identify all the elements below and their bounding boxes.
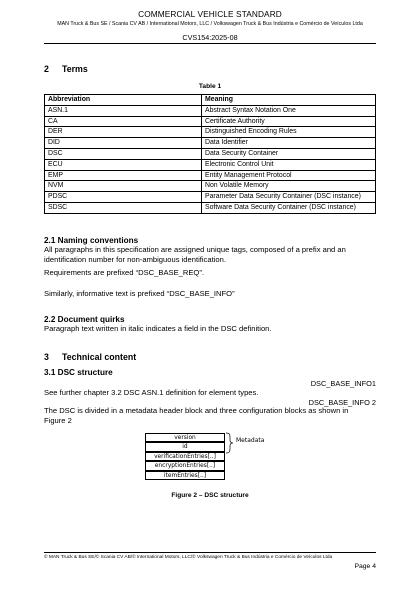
- abbreviation-cell: NVM: [45, 181, 202, 192]
- item-entries-box: itemEntries[..]: [145, 471, 225, 480]
- info-tag-2: DSC_BASE_INFO 2: [308, 398, 376, 407]
- informative-prefix-paragraph: Similarly, informative text is prefixed “DSC_BASE_INFO”: [44, 289, 235, 298]
- abbreviation-cell: ECU: [45, 159, 202, 170]
- dsc-division-paragraph: The DSC is divided in a metadata header block and three configuration blocks as shown in Figure 2: [44, 406, 349, 425]
- requirements-prefix-paragraph: Requirements are prefixed “DSC_BASE_REQ”.: [44, 268, 204, 277]
- abbreviation-cell: ASN.1: [45, 105, 202, 116]
- table-caption: Table 1: [198, 83, 222, 90]
- table-row: [45, 181, 376, 192]
- figure-caption: Figure 2 – DSC structure: [171, 492, 249, 499]
- table-row: [45, 127, 376, 138]
- header-rule: [44, 43, 376, 44]
- table-row: [45, 192, 376, 203]
- abbreviation-cell: CA: [45, 116, 202, 127]
- column-header: Meaning: [202, 95, 376, 106]
- table-header-row: [45, 95, 376, 106]
- verification-entries-box: verificationEntries[..]: [145, 452, 225, 461]
- document-id: CVS154:2025-08: [182, 33, 238, 42]
- metadata-label: Metadata: [236, 437, 265, 444]
- meaning-cell: Distinguished Encoding Rules: [202, 127, 376, 138]
- companies-line: MAN Truck & Bus SE / Scania CV AB / International Motors, LLC / Volkswagen Truck & Bus Indústria e Comércio de Veículos Ltda: [57, 21, 363, 27]
- asn-reference-paragraph: See further chapter 3.2 DSC ASN.1 definition for element types.: [44, 388, 259, 397]
- terms-table: [44, 94, 376, 214]
- table-row: [45, 105, 376, 116]
- section-3-heading: [44, 352, 136, 362]
- id-box: id: [145, 442, 225, 451]
- meaning-cell: Parameter Data Security Container (DSC instance): [202, 192, 376, 203]
- column-header: Abbreviation: [45, 95, 202, 106]
- encryption-entries-box: encryptionEntries[..]: [145, 461, 225, 470]
- standard-title: COMMERCIAL VEHICLE STANDARD: [138, 9, 282, 19]
- meaning-cell: Entity Management Protocol: [202, 170, 376, 181]
- section-2-heading: [44, 64, 88, 74]
- table-row: [45, 202, 376, 213]
- footer-rule: [44, 552, 376, 553]
- table-row: [45, 159, 376, 170]
- section-number: 3: [44, 352, 49, 362]
- meaning-cell: Data Security Container: [202, 148, 376, 159]
- document-quirks-paragraph: Paragraph text written in italic indicates a field in the DSC definition.: [44, 324, 272, 333]
- abbreviation-cell: EMP: [45, 170, 202, 181]
- table-row: [45, 148, 376, 159]
- info-tag-1: DSC_BASE_INFO1: [310, 379, 376, 388]
- table-row: [45, 170, 376, 181]
- meaning-cell: Abstract Syntax Notation One: [202, 105, 376, 116]
- abbreviation-cell: SDSC: [45, 202, 202, 213]
- version-box: version: [145, 433, 225, 442]
- section-title: Terms: [62, 64, 88, 74]
- meaning-cell: Software Data Security Container (DSC instance): [202, 202, 376, 213]
- meaning-cell: Certificate Authority: [202, 116, 376, 127]
- table-row: [45, 138, 376, 149]
- table-row: [45, 116, 376, 127]
- document-quirks-heading: 2.2 Document quirks: [44, 315, 125, 324]
- meaning-cell: Data Identifier: [202, 138, 376, 149]
- page-number: Page 4: [354, 563, 376, 570]
- naming-conventions-paragraph: All paragraphs in this specification are assigned unique tags, composed of a prefix and an identification number for non-ambiguous identification.: [44, 245, 346, 264]
- abbreviation-cell: DSC: [45, 148, 202, 159]
- footer-copyright: © MAN Truck & Bus SE/© Scania CV AB/© International Motors, LLC/© Volkswagen Truck & Bus Indústria e Comércio de Veículos Ltda: [44, 555, 333, 560]
- meaning-cell: Electronic Control Unit: [202, 159, 376, 170]
- section-title: Technical content: [62, 352, 137, 362]
- abbreviation-cell: DER: [45, 127, 202, 138]
- naming-conventions-heading: 2.1 Naming conventions: [44, 236, 139, 245]
- meaning-cell: Non Volatile Memory: [202, 181, 376, 192]
- abbreviation-cell: DID: [45, 138, 202, 149]
- section-number: 2: [44, 64, 49, 74]
- abbreviation-cell: PDSC: [45, 192, 202, 203]
- dsc-structure-heading: 3.1 DSC structure: [44, 368, 113, 377]
